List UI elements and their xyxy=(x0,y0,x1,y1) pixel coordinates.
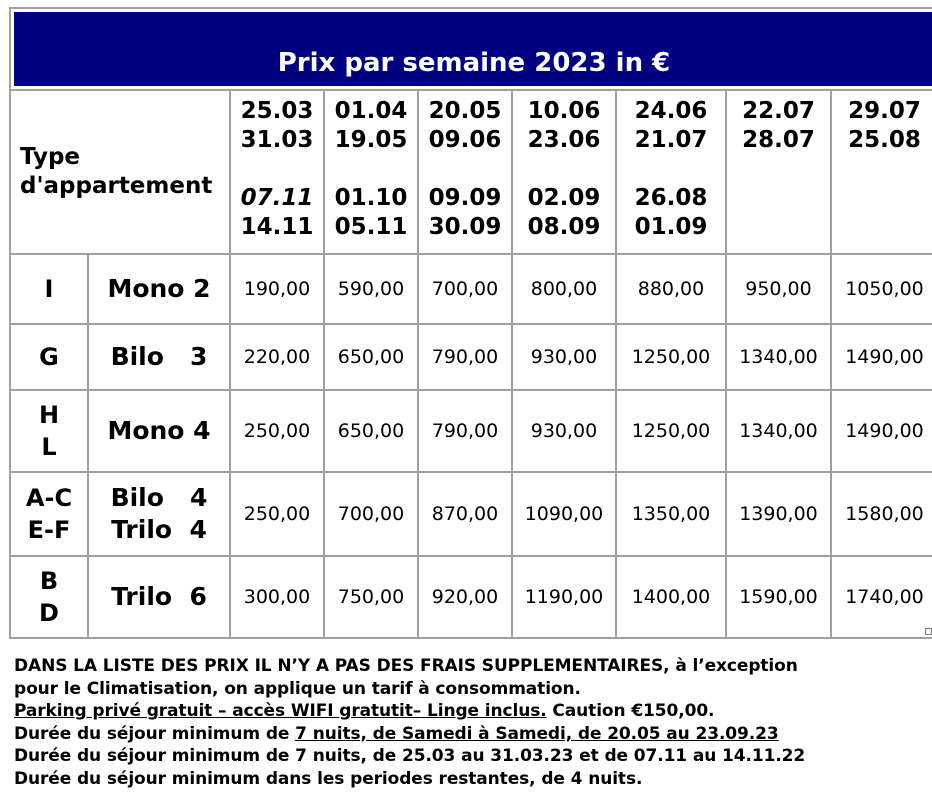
period-start: 10.06 xyxy=(527,98,601,124)
price-cell: 930,00 xyxy=(513,391,615,471)
apartment-code-line2: L xyxy=(41,433,57,461)
conditions-notes xyxy=(14,655,919,790)
apartment-name-line1: Bilo 4 xyxy=(110,483,208,512)
note-line-5: Durée du séjour minimum de 7 nuits, de 25.03 au 31.03.23 et de 07.11 au 14.11.22 xyxy=(14,746,806,766)
price-table xyxy=(9,7,932,639)
price-cell: 750,00 xyxy=(325,557,417,637)
apartment-code xyxy=(11,473,87,555)
apartment-code-line1: A-C xyxy=(25,484,73,512)
price-cell: 700,00 xyxy=(325,473,417,555)
period-end: 25.08 xyxy=(848,127,921,153)
period-start-alt: 26.08 xyxy=(634,185,708,211)
price-cell: 1340,00 xyxy=(727,391,830,471)
apartment-name-line1: Bilo 3 xyxy=(110,342,208,371)
period-header-2 xyxy=(325,91,417,253)
period-start-alt: 07.11 xyxy=(240,185,314,211)
period-start-alt: 02.09 xyxy=(527,185,601,211)
period-end: 21.07 xyxy=(634,127,708,153)
price-cell: 300,00 xyxy=(231,557,323,637)
apartment-name xyxy=(89,557,229,637)
note-line-1: DANS LA LISTE DES PRIX IL N’Y A PAS DES FRAIS SUPPLEMENTAIRES, à l’exception xyxy=(14,656,798,676)
period-start: 29.07 xyxy=(848,98,921,124)
price-cell: 920,00 xyxy=(419,557,511,637)
note-line-6: Durée du séjour minimum dans les periodes restantes, de 4 nuits. xyxy=(14,768,643,789)
period-start-alt: 09.09 xyxy=(428,185,502,211)
period-start: 25.03 xyxy=(240,98,314,124)
apartment-code xyxy=(11,391,87,471)
type-header-line2: d'appartement xyxy=(20,173,213,199)
price-cell: 790,00 xyxy=(419,325,511,389)
price-cell: 800,00 xyxy=(513,255,615,323)
apartment-code xyxy=(11,557,87,637)
price-cell: 1050,00 xyxy=(832,255,932,323)
price-cell: 1490,00 xyxy=(832,391,932,471)
period-end-alt: 01.09 xyxy=(634,214,708,240)
apartment-name xyxy=(89,473,229,555)
price-cell: 1190,00 xyxy=(513,557,615,637)
apartment-name-line1: Trilo 6 xyxy=(111,582,207,611)
apartment-name xyxy=(89,325,229,389)
note-parking-wifi: Parking privé gratuit – accès WIFI gratutit– Linge inclus. xyxy=(14,701,547,721)
resize-handle[interactable] xyxy=(925,628,932,635)
price-cell: 650,00 xyxy=(325,325,417,389)
period-start: 20.05 xyxy=(428,98,502,124)
price-cell: 950,00 xyxy=(727,255,830,323)
note-line-4-start: Durée du séjour minimum de xyxy=(14,723,296,744)
period-header-3 xyxy=(419,91,511,253)
period-start: 01.04 xyxy=(334,98,408,124)
period-header-5 xyxy=(617,91,725,253)
period-header-4 xyxy=(513,91,615,253)
period-start: 24.06 xyxy=(634,98,708,124)
apartment-name-line1: Mono 2 xyxy=(107,274,211,303)
period-header-1 xyxy=(231,91,323,253)
apartment-code xyxy=(11,325,87,389)
apartment-name xyxy=(89,255,229,323)
price-cell: 1400,00 xyxy=(617,557,725,637)
price-cell: 870,00 xyxy=(419,473,511,555)
period-header-6 xyxy=(727,91,830,253)
price-cell: 1390,00 xyxy=(727,473,830,555)
type-header-line1: Type xyxy=(20,144,81,170)
price-cell: 1090,00 xyxy=(513,473,615,555)
period-end: 28.07 xyxy=(742,127,815,153)
price-cell: 790,00 xyxy=(419,391,511,471)
price-cell: 250,00 xyxy=(231,391,323,471)
period-start: 22.07 xyxy=(742,98,815,124)
period-start-alt: 01.10 xyxy=(334,185,408,211)
price-cell: 1590,00 xyxy=(727,557,830,637)
note-caution: Caution €150,00. xyxy=(546,701,715,721)
apartment-code-line2: E-F xyxy=(27,516,71,544)
period-end: 09.06 xyxy=(428,127,502,153)
apartment-name-line1: Mono 4 xyxy=(107,416,211,445)
period-header-7 xyxy=(832,91,932,253)
apartment-code-line1: G xyxy=(39,343,59,371)
price-cell: 1580,00 xyxy=(832,473,932,555)
price-cell: 1250,00 xyxy=(617,391,725,471)
apartment-code xyxy=(11,255,87,323)
price-cell: 650,00 xyxy=(325,391,417,471)
period-end: 19.05 xyxy=(334,127,408,153)
price-cell: 1490,00 xyxy=(832,325,932,389)
note-line-4 xyxy=(14,723,919,746)
apartment-name xyxy=(89,391,229,471)
note-line-3 xyxy=(14,700,919,723)
type-header xyxy=(11,91,229,253)
period-end-alt: 05.11 xyxy=(334,214,408,240)
period-end-alt: 30.09 xyxy=(428,214,502,240)
price-cell: 250,00 xyxy=(231,473,323,555)
price-cell: 590,00 xyxy=(325,255,417,323)
period-end-alt: 08.09 xyxy=(527,214,601,240)
price-cell: 1350,00 xyxy=(617,473,725,555)
price-cell: 930,00 xyxy=(513,325,615,389)
table-title: Prix par semaine 2023 in € xyxy=(11,9,932,89)
note-line-2: pour le Climatisation, on applique un tarif à consommation. xyxy=(14,678,581,699)
price-cell: 220,00 xyxy=(231,325,323,389)
price-cell: 190,00 xyxy=(231,255,323,323)
apartment-name-line2: Trilo 4 xyxy=(111,515,207,544)
price-cell: 1740,00 xyxy=(832,557,932,637)
period-end: 31.03 xyxy=(240,127,314,153)
price-cell: 880,00 xyxy=(617,255,725,323)
price-cell: 1250,00 xyxy=(617,325,725,389)
price-cell: 700,00 xyxy=(419,255,511,323)
apartment-code-line1: H xyxy=(38,401,60,429)
period-end: 23.06 xyxy=(527,127,601,153)
note-line-4-underlined: 7 nuits, de Samedi à Samedi, de 20.05 au 23.09.23 xyxy=(295,723,779,744)
apartment-code-line1: B xyxy=(39,567,59,595)
price-cell: 1340,00 xyxy=(727,325,830,389)
period-end-alt: 14.11 xyxy=(240,214,314,240)
apartment-code-line1: I xyxy=(44,275,54,303)
apartment-code-line2: D xyxy=(39,599,59,627)
